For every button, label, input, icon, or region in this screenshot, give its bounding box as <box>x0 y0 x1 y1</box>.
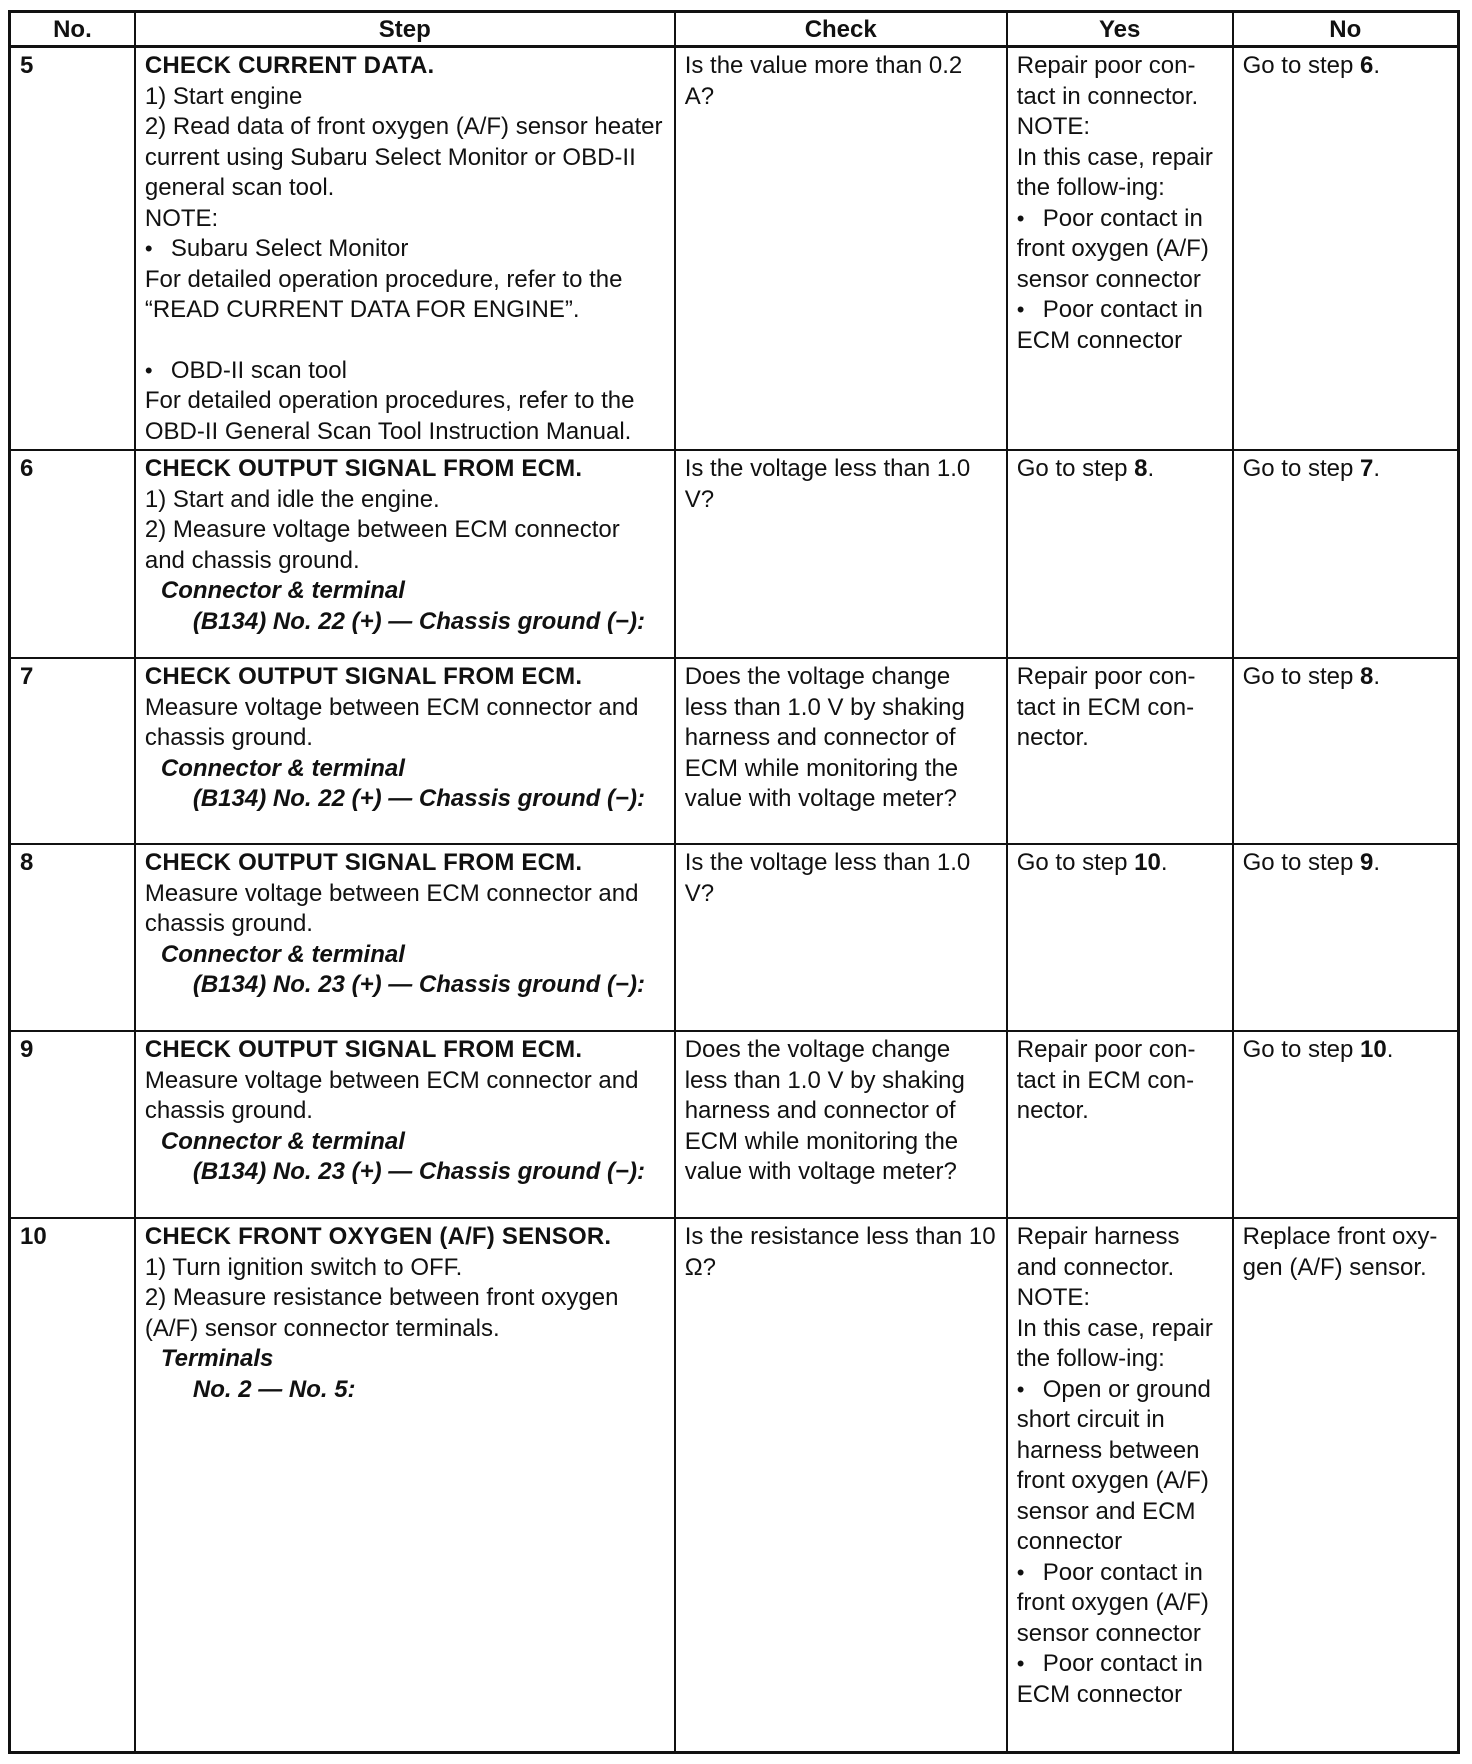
step-cell <box>135 844 675 1031</box>
yes-prefix: Go to step <box>1016 455 1135 482</box>
diagnostic-procedure-table <box>8 10 1460 1754</box>
step-line: Measure voltage between ECM connector and chassis ground. <box>144 693 639 751</box>
step-ref: 9 <box>1360 849 1374 876</box>
step-cell <box>135 47 675 451</box>
yes-bullet: • Poor contact in ECM connector <box>1017 1649 1223 1710</box>
step-line: Measure voltage between ECM connector and chassis ground. <box>144 879 639 937</box>
check-cell: Is the resistance less than 10 Ω? <box>675 1218 1007 1753</box>
step-number: 9 <box>10 1031 135 1218</box>
spacer <box>145 326 665 356</box>
step-number: 7 <box>10 658 135 844</box>
no-suffix: . <box>1373 849 1381 876</box>
step-number: 10 <box>10 1218 135 1753</box>
yes-note-label: NOTE: <box>1016 1284 1091 1311</box>
no-cell <box>1233 1031 1459 1218</box>
connector-terminal-label: Connector & terminal <box>160 754 405 782</box>
yes-bullet: • Poor contact in front oxygen (A/F) sensor connector <box>1017 1558 1223 1650</box>
no-suffix: . <box>1386 1036 1394 1063</box>
check-cell: Does the voltage change less than 1.0 V by shaking harness and connector of ECM while monitoring the value with voltage meter? <box>675 658 1007 844</box>
table-row <box>10 1218 1459 1753</box>
connector-terminal-label: Connector & terminal <box>160 1127 405 1155</box>
no-cell <box>1233 844 1459 1031</box>
step-ref: 8 <box>1134 455 1148 482</box>
terminals-label: Terminals <box>160 1345 274 1372</box>
step-line: 1) Start engine <box>144 82 303 110</box>
yes-suffix: . <box>1147 455 1155 482</box>
step-title: CHECK OUTPUT SIGNAL FROM ECM. <box>144 1036 583 1063</box>
step-ref: 10 <box>1134 849 1161 876</box>
header-no-result: No <box>1233 12 1459 47</box>
step-line: 1) Start and idle the engine. <box>144 485 440 513</box>
yes-line: In this case, repair the follow-ing: <box>1016 1314 1213 1372</box>
step-number: 6 <box>10 450 135 658</box>
step-line: 2) Read data of front oxygen (A/F) sensor heater current using Subaru Select Monitor or OBD-II general scan tool. <box>144 113 663 201</box>
yes-note-label: NOTE: <box>1016 113 1091 140</box>
yes-bullet: • Open or ground short circuit in harness between front oxygen (A/F) sensor and ECM connector <box>1017 1375 1223 1558</box>
step-line: Measure voltage between ECM connector and chassis ground. <box>144 1066 639 1124</box>
no-prefix: Go to step <box>1242 455 1361 482</box>
yes-line: Repair poor con-tact in connector. <box>1016 52 1199 110</box>
table-row <box>10 450 1459 658</box>
step-title: CHECK CURRENT DATA. <box>144 52 435 79</box>
yes-cell <box>1007 844 1233 1031</box>
step-cell <box>135 1031 675 1218</box>
header-step: Step <box>135 12 675 47</box>
yes-cell: Repair poor con-tact in ECM con-nector. <box>1007 658 1233 844</box>
table-row <box>10 844 1459 1031</box>
step-title: CHECK FRONT OXYGEN (A/F) SENSOR. <box>144 1223 612 1250</box>
yes-bullet: • Poor contact in front oxygen (A/F) sensor connector <box>1017 204 1223 296</box>
connector-terminal-spec: (B134) No. 22 (+) — Chassis ground (−): <box>192 607 645 635</box>
table-row <box>10 47 1459 451</box>
no-cell <box>1233 450 1459 658</box>
step-ref: 10 <box>1360 1036 1387 1063</box>
no-cell: Replace front oxy-gen (A/F) sensor. <box>1233 1218 1459 1753</box>
step-cell <box>135 658 675 844</box>
connector-terminal-label: Connector & terminal <box>160 577 405 604</box>
step-line: 1) Turn ignition switch to OFF. <box>144 1253 463 1281</box>
yes-cell: Repair poor con-tact in ECM con-nector. <box>1007 1031 1233 1218</box>
step-title: CHECK OUTPUT SIGNAL FROM ECM. <box>144 455 583 482</box>
yes-cell <box>1007 1218 1233 1753</box>
step-title: CHECK OUTPUT SIGNAL FROM ECM. <box>144 663 583 690</box>
step-bullet: • Subaru Select Monitor <box>145 234 665 265</box>
no-suffix: . <box>1373 455 1381 482</box>
no-prefix: Go to step <box>1242 663 1361 690</box>
no-suffix: . <box>1373 663 1381 690</box>
connector-terminal-spec: (B134) No. 23 (+) — Chassis ground (−): <box>192 971 645 998</box>
step-line: For detailed operation procedure, refer to the “READ CURRENT DATA FOR ENGINE”. <box>144 265 623 323</box>
connector-terminal-label: Connector & terminal <box>160 940 405 968</box>
no-prefix: Go to step <box>1242 1036 1361 1063</box>
check-cell: Is the voltage less than 1.0 V? <box>675 450 1007 658</box>
step-number: 8 <box>10 844 135 1031</box>
no-prefix: Go to step <box>1242 849 1361 876</box>
step-ref: 6 <box>1360 52 1374 79</box>
yes-line: In this case, repair the follow-ing: <box>1016 143 1213 201</box>
step-line: 2) Measure resistance between front oxygen (A/F) sensor connector terminals. <box>144 1284 619 1342</box>
header-no: No. <box>10 12 135 47</box>
step-cell <box>135 1218 675 1753</box>
no-cell <box>1233 47 1459 451</box>
header-row <box>10 12 1459 47</box>
step-number: 5 <box>10 47 135 451</box>
step-line: 2) Measure voltage between ECM connector and chassis ground. <box>144 516 620 574</box>
connector-terminal-spec: (B134) No. 23 (+) — Chassis ground (−): <box>192 1158 645 1185</box>
check-cell: Is the value more than 0.2 A? <box>675 47 1007 451</box>
yes-bullet: • Poor contact in ECM connector <box>1017 295 1223 356</box>
terminals-spec: No. 2 — No. 5: <box>192 1375 356 1403</box>
step-ref: 8 <box>1360 663 1374 690</box>
header-yes: Yes <box>1007 12 1233 47</box>
yes-cell <box>1007 450 1233 658</box>
table-row <box>10 1031 1459 1218</box>
step-line: For detailed operation procedures, refer to the OBD-II General Scan Tool Instruction Manual. <box>144 387 635 445</box>
step-bullet: • OBD-II scan tool <box>145 356 665 387</box>
header-check: Check <box>675 12 1007 47</box>
yes-prefix: Go to step <box>1016 849 1135 876</box>
check-cell: Does the voltage change less than 1.0 V by shaking harness and connector of ECM while monitoring the value with voltage meter? <box>675 1031 1007 1218</box>
yes-cell <box>1007 47 1233 451</box>
yes-line: Repair harness and connector. <box>1016 1223 1180 1281</box>
no-cell <box>1233 658 1459 844</box>
step-ref: 7 <box>1360 455 1374 482</box>
step-title: CHECK OUTPUT SIGNAL FROM ECM. <box>144 849 583 876</box>
no-prefix: Go to step <box>1242 52 1361 79</box>
yes-suffix: . <box>1160 849 1168 876</box>
step-cell <box>135 450 675 658</box>
no-suffix: . <box>1373 52 1381 79</box>
connector-terminal-spec: (B134) No. 22 (+) — Chassis ground (−): <box>192 785 645 812</box>
step-note-label: NOTE: <box>144 204 219 232</box>
check-cell: Is the voltage less than 1.0 V? <box>675 844 1007 1031</box>
table-row <box>10 658 1459 844</box>
